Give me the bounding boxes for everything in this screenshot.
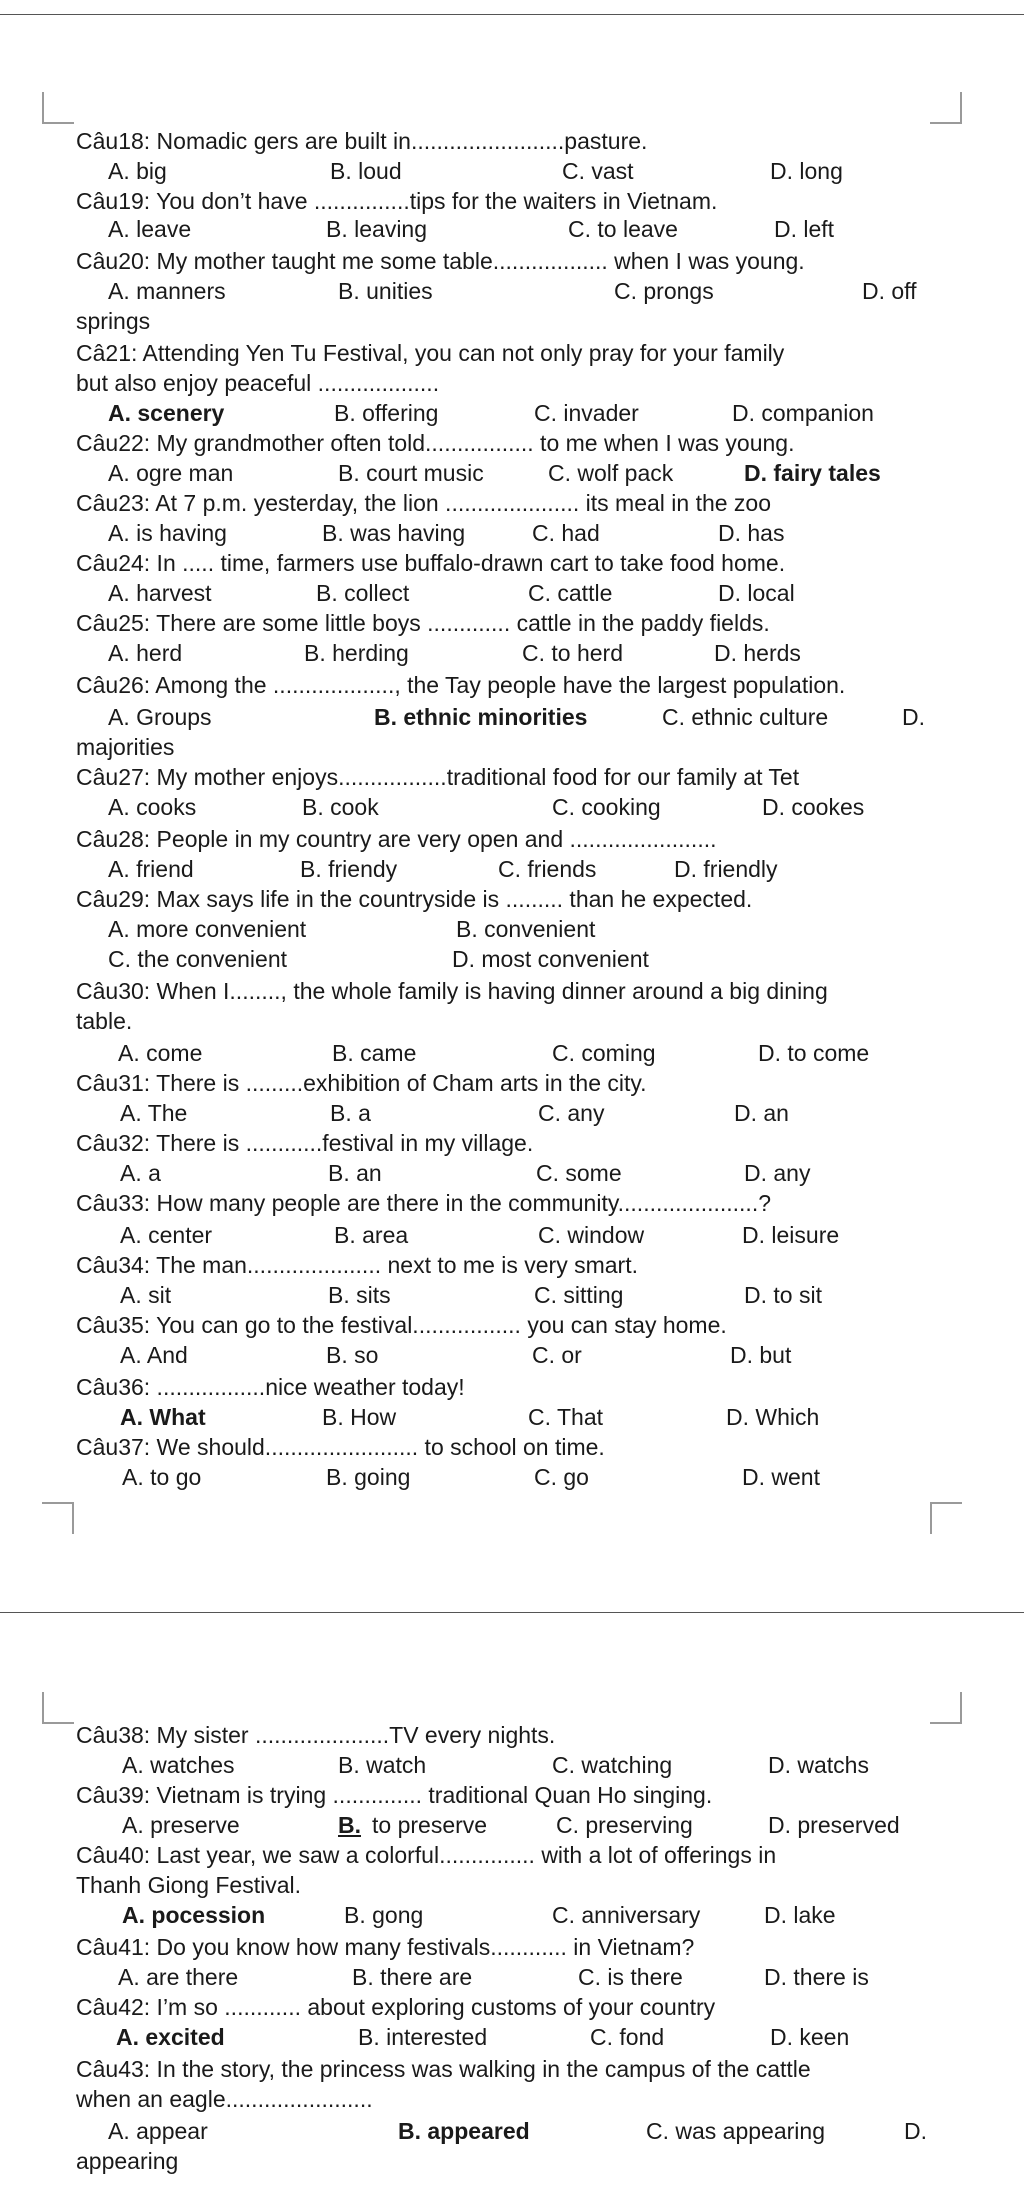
option-b: B. loud (330, 158, 402, 184)
option-c: C. friends (498, 856, 597, 882)
option-b: B. unities (338, 278, 433, 304)
option-d: D. any (744, 1160, 811, 1186)
option-c: C. wolf pack (548, 460, 674, 486)
option-a: A. are there (118, 1964, 239, 1990)
option-b: B. cook (302, 794, 379, 820)
corner-mark (930, 1502, 962, 1534)
option-b: B. collect (316, 580, 410, 606)
option-c: C. fond (590, 2024, 665, 2050)
option-b: B. watch (338, 1752, 427, 1778)
corner-mark (930, 1692, 962, 1724)
option-c: C. sitting (534, 1282, 624, 1308)
question-stem: Câu35: You can go to the festival................. you can stay home. (76, 1312, 727, 1338)
option-d: D. preserved (768, 1812, 900, 1838)
option-b: B. leaving (326, 216, 428, 242)
corner-mark (42, 1692, 74, 1724)
question-continuation: but also enjoy peaceful ................... (76, 370, 440, 396)
option-a: A. scenery (108, 400, 225, 426)
option-d: D. (902, 704, 925, 730)
option-b: B. herding (304, 640, 409, 666)
option-b: B. (338, 1812, 361, 1838)
option-c: C. invader (534, 400, 639, 426)
option-a: A. big (108, 158, 167, 184)
option-d: D. to come (758, 1040, 870, 1066)
option-b: B. convenient (456, 916, 596, 942)
question-stem: Câu27: My mother enjoys.................traditional food for our family at Tet (76, 764, 800, 790)
option-a: A. harvest (108, 580, 212, 606)
question-stem: Câ21: Attending Yen Tu Festival, you can not only pray for your family (76, 340, 785, 366)
option-c: C. go (534, 1464, 589, 1490)
option-c: C. cattle (528, 580, 613, 606)
option-a: A. pocession (122, 1902, 266, 1928)
question-continuation: appearing (76, 2148, 179, 2174)
option-a: A. more convenient (108, 916, 307, 942)
page-break-rule (0, 1612, 1024, 1613)
option-b: B. an (328, 1160, 382, 1186)
option-a: A. cooks (108, 794, 197, 820)
option-b: B. there are (352, 1964, 473, 1990)
question-stem: Câu20: My mother taught me some table.................. when I was young. (76, 248, 805, 274)
option-b: B. came (332, 1040, 417, 1066)
question-stem: Câu43: In the story, the princess was walking in the campus of the cattle (76, 2056, 811, 2082)
option-b: B. area (334, 1222, 409, 1248)
option-a: A. Groups (108, 704, 212, 730)
option-a: A. And (120, 1342, 188, 1368)
question-stem: Câu19: You don’t have ...............tips for the waiters in Vietnam. (76, 188, 718, 214)
option-d: D. has (718, 520, 785, 546)
option-a: A. excited (116, 2024, 225, 2050)
option-a: A. The (120, 1100, 188, 1126)
option-d: D. local (718, 580, 795, 606)
corner-mark (930, 92, 962, 124)
question-stem: Câu34: The man..................... next to me is very smart. (76, 1252, 638, 1278)
question-stem: Câu33: How many people are there in the community......................? (76, 1190, 772, 1216)
option-d: D. companion (732, 400, 874, 426)
option-c: C. preserving (556, 1812, 693, 1838)
option-a: A. What (120, 1404, 206, 1430)
question-continuation: Thanh Giong Festival. (76, 1872, 302, 1898)
question-stem: Câu38: My sister .....................TV every nights. (76, 1722, 556, 1748)
option-a: A. leave (108, 216, 192, 242)
option-b: B. ethnic minorities (374, 704, 588, 730)
option-a: A. friend (108, 856, 194, 882)
question-stem: Câu28: People in my country are very open and ....................... (76, 826, 717, 852)
option-d: D. (904, 2118, 927, 2144)
option-d: D. an (734, 1100, 789, 1126)
option-a: A. manners (108, 278, 226, 304)
option-b: B. was having (322, 520, 466, 546)
option-a: A. appear (108, 2118, 208, 2144)
option-d: D. cookes (762, 794, 865, 820)
question-continuation: majorities (76, 734, 175, 760)
option-b: B. How (322, 1404, 397, 1430)
option-a: A. ogre man (108, 460, 234, 486)
question-stem: Câu31: There is .........exhibition of Cham arts in the city. (76, 1070, 647, 1096)
option-d: D. Which (726, 1404, 820, 1430)
option-d: D. friendly (674, 856, 778, 882)
question-stem: Câu36: .................nice weather today! (76, 1374, 465, 1400)
question-stem: Câu18: Nomadic gers are built in........................pasture. (76, 128, 648, 154)
corner-mark (42, 1502, 74, 1534)
question-stem: Câu32: There is ............festival in my village. (76, 1130, 534, 1156)
option-c: C. anniversary (552, 1902, 701, 1928)
question-stem: Câu23: At 7 p.m. yesterday, the lion ..................... its meal in the zoo (76, 490, 772, 516)
option-c: C. window (538, 1222, 645, 1248)
option-c: C. watching (552, 1752, 673, 1778)
question-stem: Câu25: There are some little boys ............. cattle in the paddy fields. (76, 610, 770, 636)
option-a: A. watches (122, 1752, 235, 1778)
option-c: C. was appearing (646, 2118, 825, 2144)
option-b: B. going (326, 1464, 411, 1490)
option-c: C. vast (562, 158, 634, 184)
option-a: A. to go (122, 1464, 202, 1490)
option-b: B. court music (338, 460, 484, 486)
option-c: C. is there (578, 1964, 683, 1990)
question-stem: Câu30: When I........, the whole family is having dinner around a big dining (76, 978, 828, 1004)
option-a: A. center (120, 1222, 213, 1248)
question-stem: Câu24: In ..... time, farmers use buffalo-drawn cart to take food home. (76, 550, 786, 576)
question-stem: Câu26: Among the ..................., the Tay people have the largest population. (76, 672, 846, 698)
question-stem: Câu41: Do you know how many festivals............ in Vietnam? (76, 1934, 695, 1960)
option-b: B. gong (344, 1902, 424, 1928)
option-b: B. offering (334, 400, 439, 426)
option-d: D. there is (764, 1964, 869, 1990)
option-c: C. coming (552, 1040, 656, 1066)
question-stem: Câu22: My grandmother often told................. to me when I was young. (76, 430, 795, 456)
option-d: D. herds (714, 640, 801, 666)
option-a: A. come (118, 1040, 203, 1066)
option-d: D. fairy tales (744, 460, 881, 486)
question-stem: Câu37: We should........................ to school on time. (76, 1434, 605, 1460)
option-b: B. so (326, 1342, 379, 1368)
option-c: C. cooking (552, 794, 661, 820)
option-c: C. That (528, 1404, 603, 1430)
option-d: D. leisure (742, 1222, 840, 1248)
question-stem: Câu42: I’m so ............ about exploring customs of your country (76, 1994, 716, 2020)
question-stem: Câu40: Last year, we saw a colorful............... with a lot of offerings in (76, 1842, 777, 1868)
option-d: D. but (730, 1342, 792, 1368)
option-c: C. to leave (568, 216, 678, 242)
option-c: C. had (532, 520, 600, 546)
option-a: A. a (120, 1160, 161, 1186)
option-c: C. some (536, 1160, 622, 1186)
option-c: C. to herd (522, 640, 623, 666)
option-d: D. keen (770, 2024, 850, 2050)
option-d: D. watchs (768, 1752, 869, 1778)
option-d: D. most convenient (452, 946, 649, 972)
option-b: B. friendy (300, 856, 398, 882)
option-d: D. lake (764, 1902, 836, 1928)
option-a: A. herd (108, 640, 183, 666)
question-continuation: springs (76, 308, 151, 334)
corner-mark (42, 92, 74, 124)
option-d: D. long (770, 158, 843, 184)
option-b: B. sits (328, 1282, 391, 1308)
option-d: D. off (862, 278, 917, 304)
option-d: D. went (742, 1464, 820, 1490)
option-b: B. appeared (398, 2118, 530, 2144)
option-b: B. a (330, 1100, 371, 1126)
question-stem: Câu39: Vietnam is trying .............. traditional Quan Ho singing. (76, 1782, 713, 1808)
question-stem: Câu29: Max says life in the countryside is ......... than he expected. (76, 886, 753, 912)
option-c: C. any (538, 1100, 605, 1126)
option-c: C. or (532, 1342, 582, 1368)
option-c: C. ethnic culture (662, 704, 829, 730)
option-a: A. preserve (122, 1812, 240, 1838)
option-b-text: to preserve (372, 1812, 488, 1838)
option-c: C. prongs (614, 278, 714, 304)
option-d: D. left (774, 216, 835, 242)
option-a: A. sit (120, 1282, 172, 1308)
question-continuation: table. (76, 1008, 133, 1034)
option-d: D. to sit (744, 1282, 822, 1308)
page-top-rule (0, 14, 1024, 15)
question-continuation: when an eagle....................... (76, 2086, 373, 2112)
option-b: B. interested (358, 2024, 488, 2050)
option-c: C. the convenient (108, 946, 288, 972)
option-a: A. is having (108, 520, 227, 546)
